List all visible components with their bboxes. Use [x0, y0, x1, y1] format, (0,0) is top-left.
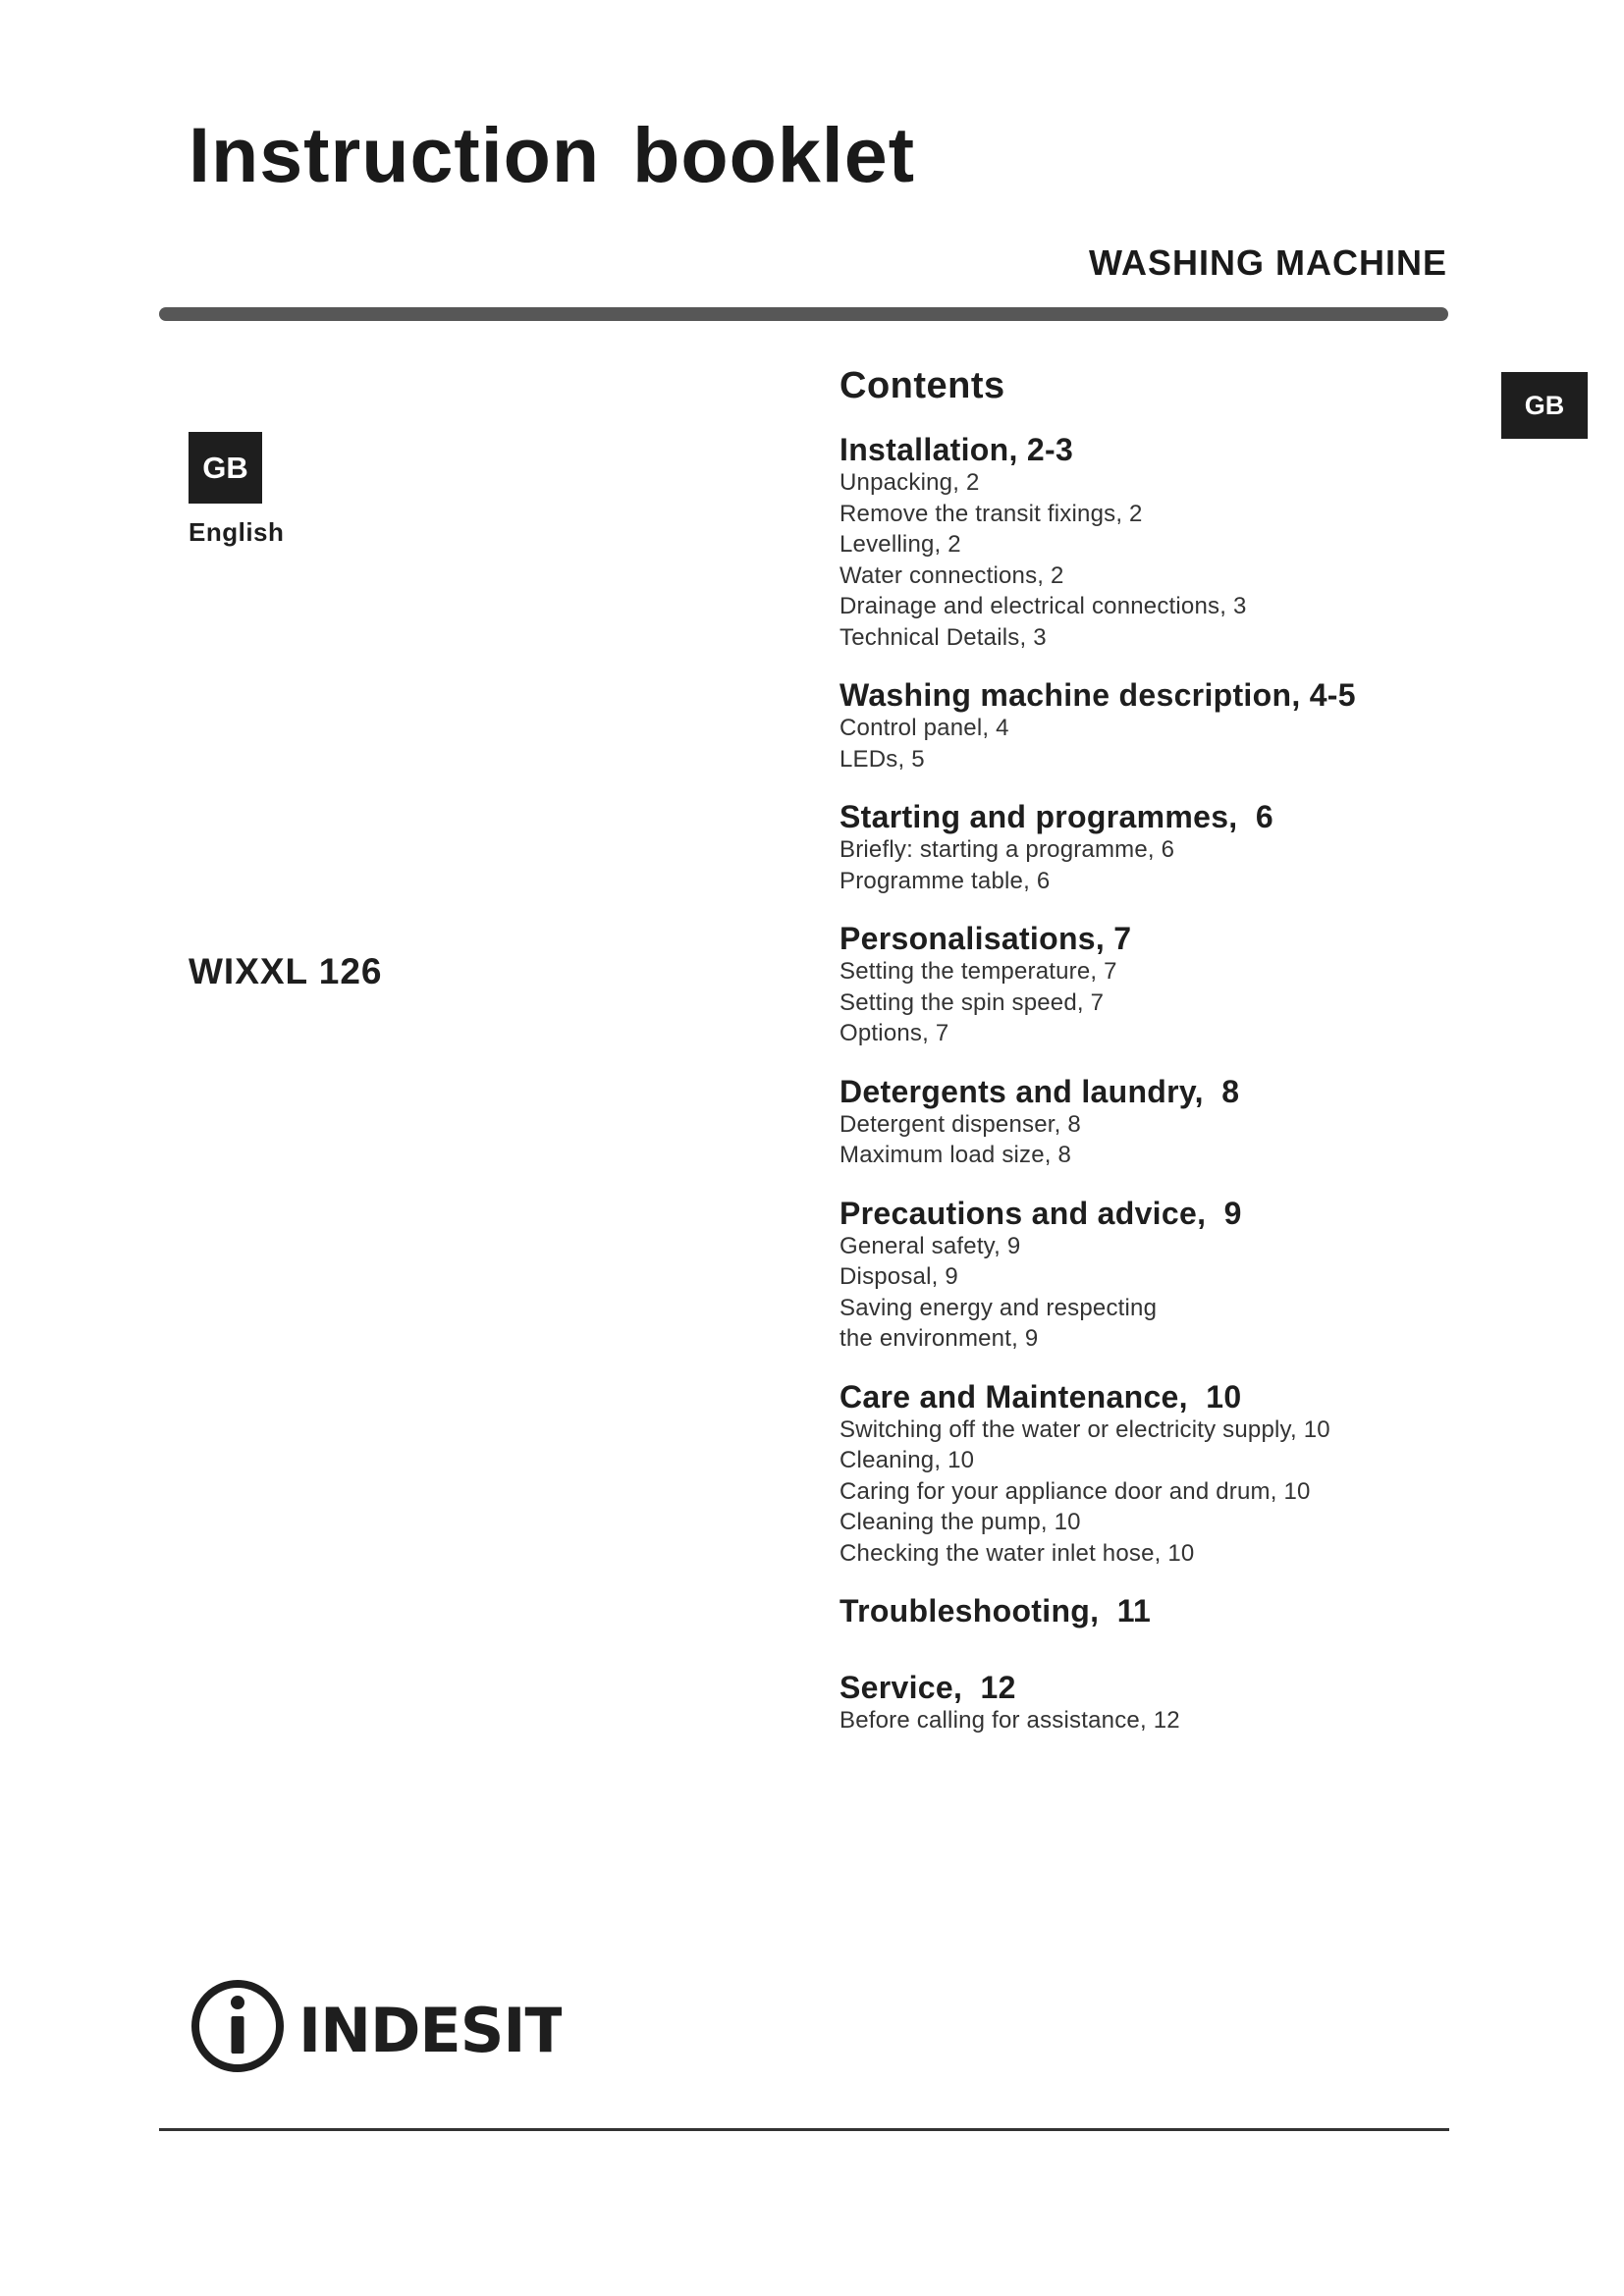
toc-item: Before calling for assistance, 12 [839, 1707, 1180, 1734]
toc-section-precautions [839, 1196, 1478, 1355]
toc-section-troubleshooting [839, 1593, 1478, 1629]
language-badge: GB [189, 432, 262, 504]
toc-section-title: Service, 12 [839, 1670, 1016, 1705]
toc-section-title: Installation, 2-3 [839, 432, 1074, 467]
toc-item: Unpacking, 2 [839, 469, 980, 496]
toc-section-care [839, 1379, 1478, 1570]
product-type: WASHING MACHINE [1089, 242, 1447, 283]
toc-item: Briefly: starting a programme, 6 [839, 836, 1175, 863]
model-number: WIXXL 126 [189, 951, 383, 991]
contents-heading: Contents [839, 365, 1005, 406]
toc-item: Setting the temperature, 7 [839, 958, 1117, 985]
toc-item: General safety, 9 [839, 1232, 1021, 1259]
toc-item: Programme table, 6 [839, 867, 1051, 894]
toc-item: Cleaning the pump, 10 [839, 1509, 1081, 1535]
toc-section-title: Personalisations, 7 [839, 921, 1132, 956]
header-divider [159, 307, 1448, 321]
toc-item: Caring for your appliance door and drum, 10 [839, 1477, 1311, 1505]
toc-item: the environment, 9 [839, 1325, 1039, 1352]
toc-item: Control panel, 4 [839, 715, 1009, 741]
toc-section-installation [839, 432, 1478, 653]
toc-item: Saving energy and respecting [839, 1294, 1158, 1321]
toc-item: Technical Details, 3 [839, 623, 1047, 651]
toc-item: Disposal, 9 [839, 1263, 958, 1290]
indesit-logo-icon [189, 1977, 562, 2075]
language-label: English [189, 517, 285, 547]
toc-section-title: Precautions and advice, 9 [839, 1195, 1242, 1231]
toc-item: Levelling, 2 [839, 531, 961, 558]
footer-divider [159, 2128, 1449, 2131]
toc-item: LEDs, 5 [839, 745, 925, 773]
toc-section-description [839, 677, 1478, 774]
document-title: Instruction booklet [189, 111, 915, 198]
toc-item: Setting the spin speed, 7 [839, 988, 1105, 1016]
toc-item: Remove the transit fixings, 2 [839, 500, 1143, 527]
toc-item: Maximum load size, 8 [839, 1142, 1072, 1168]
toc-section-title: Washing machine description, 4-5 [839, 677, 1356, 713]
toc-section-starting [839, 799, 1478, 896]
toc-section-personalisations [839, 921, 1478, 1049]
toc-section-title: Starting and programmes, 6 [839, 799, 1273, 834]
brand-logo [189, 1977, 562, 2075]
toc-section-title: Troubleshooting, 11 [839, 1593, 1152, 1629]
toc-item: Cleaning, 10 [839, 1447, 975, 1473]
language-side-tab: GB [1501, 372, 1588, 439]
toc-item: Water connections, 2 [839, 561, 1064, 589]
toc-item: Detergent dispenser, 8 [839, 1110, 1081, 1138]
toc-item: Checking the water inlet hose, 10 [839, 1539, 1195, 1567]
toc-section-title: Care and Maintenance, 10 [839, 1378, 1242, 1415]
toc-item: Options, 7 [839, 1020, 949, 1046]
toc-item: Drainage and electrical connections, 3 [839, 593, 1247, 619]
brand-wordmark: INDESIT [298, 1995, 562, 2066]
toc-section-detergents [839, 1074, 1478, 1171]
table-of-contents [839, 367, 1478, 1761]
toc-item: Switching off the water or electricity supply, 10 [839, 1415, 1330, 1443]
toc-section-title: Detergents and laundry, 8 [839, 1073, 1240, 1109]
toc-section-service [839, 1670, 1478, 1736]
